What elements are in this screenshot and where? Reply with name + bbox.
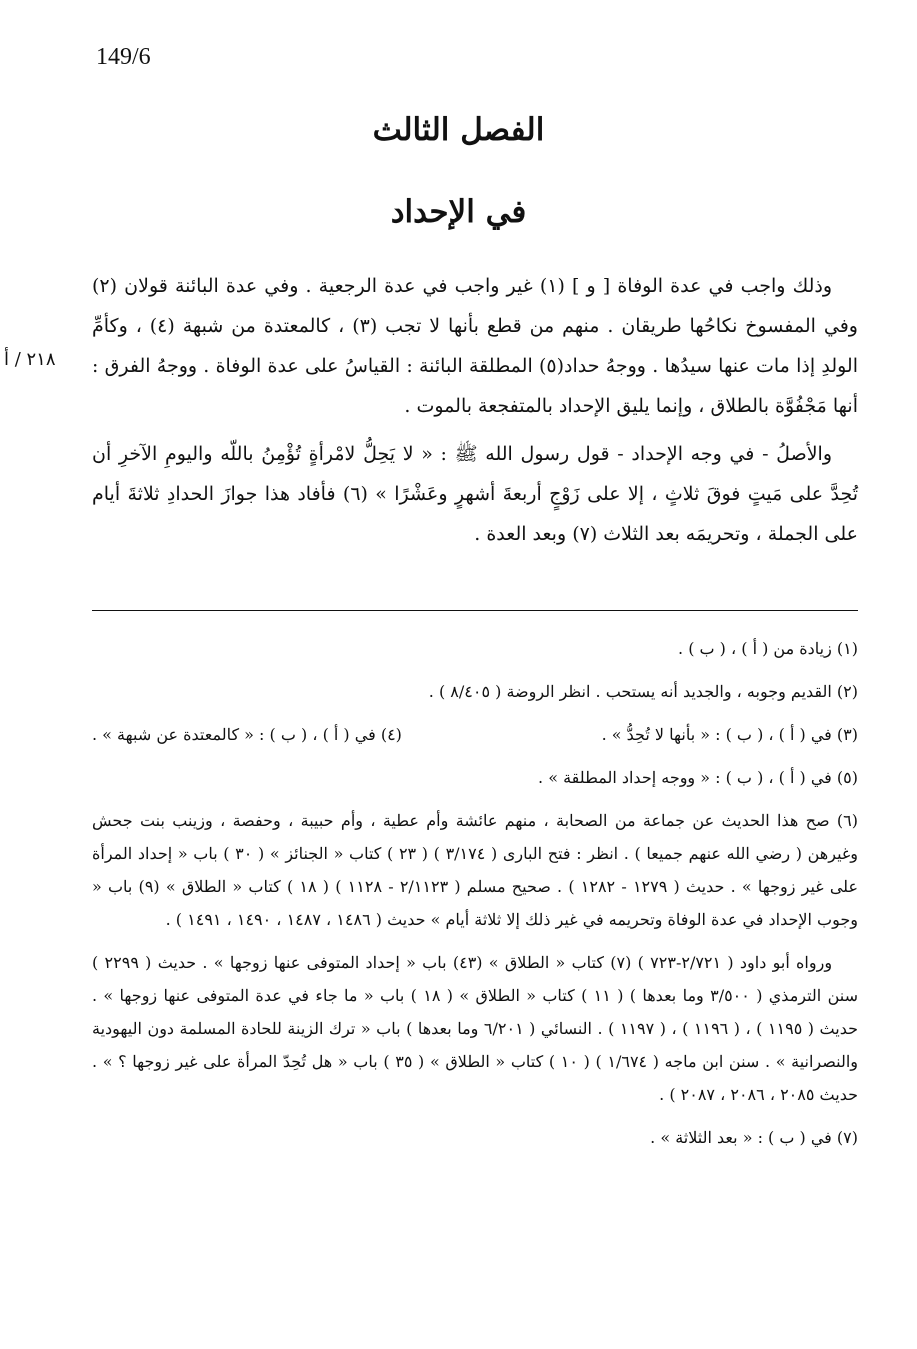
footnote-4: (٤) في ( أ ) ، ( ب ) : « كالمعتدة عن شبهة » .	[92, 725, 402, 744]
footnote-3: (٣) في ( أ ) ، ( ب ) : « بأنها لا تُحِدُّ » .	[601, 725, 858, 744]
footnote-6-continued: ورواه أبو داود ( ٢/٧٢١-٧٢٣ ) (٧) كتاب « الطلاق » (٤٣) باب « إحداد المتوفى عنها زوجها » . حديث ( ٢٢٩٩ ) سنن الترمذي ( ٣/٥٠٠ وما بعدها ) ( ١١ ) كتاب « الطلاق » ( ١٨ ) باب « ما جاء في عدة المتوفى عنها زوجها » . حديث ( ١١٩٥ ) ، ( ١١٩٦ ) ، ( ١١٩٧ ) . النسائي ( ٦/٢٠١ وما بعدها ) باب « ترك الزينة للحادة المسلمة دون اليهودية والنصرانية » . سنن ابن ماجه ( ١/٦٧٤ ) ( ١٠ ) كتاب « الطلاق » ( ٣٥ ) باب « هل تُحِدّ المرأة على غير زوجها ؟ » . حديث ٢٠٨٥ ، ٢٠٨٦ ، ٢٠٨٧ ) .	[92, 953, 859, 1104]
margin-note: ٢١٨ / أ	[4, 349, 56, 370]
footnote-5: (٥) في ( أ ) ، ( ب ) : « ووجه إحداد المطلقة » .	[538, 768, 858, 787]
page-number: 149/6	[96, 44, 151, 70]
footnote-separator	[92, 610, 858, 611]
paragraph: والأصلُ - في وجه الإحداد - قول رسول الله ﷺ : « لا يَحِلُّ لامْرأةٍ تُؤْمِنُ باللّه واليومِ الآخرِ أن تُحِدَّ على مَيتٍ فوقَ ثلاثٍ ، إلا على زَوْجٍ أربعةَ أشهرٍ وعَشْرًا » (٦) فأفاد هذا جوازَ الحدادِ ثلاثةَ أيام على الجملة ، وتحريمَه بعد الثلاث (٧) وبعد العدة .	[92, 443, 859, 545]
footnote-6: (٦) صح هذا الحديث عن جماعة من الصحابة ، منهم عائشة وأم عطية ، وأم حبيبة ، وحفصة ، وزينب بنت جحش وغيرهن ( رضي الله عنهم جميعا ) . انظر : فتح البارى ( ٣/١٧٤ ) ( ٢٣ ) كتاب « الجنائز » ( ٣٠ ) باب « إحداد المرأة على غير زوجها » . حديث ( ١٢٧٩ - ١٢٨٢ ) . صحيح مسلم ( ٢/١١٢٣ - ١١٢٨ ) ( ١٨ ) كتاب « الطلاق » (٩) باب « وجوب الإحداد في عدة الوفاة وتحريمه في غير ذلك إلا ثلاثة أيام » حديث ( ١٤٨٦ ، ١٤٨٧ ، ١٤٩٠ ، ١٤٩١ ) .	[92, 811, 859, 929]
footnote-1: (١) زيادة من ( أ ) ، ( ب ) .	[678, 639, 858, 658]
footnote-row-3-4	[92, 718, 858, 751]
chapter-title: الفصل الثالث	[372, 112, 545, 148]
footnotes	[92, 632, 858, 1164]
paragraph: وذلك واجب في عدة الوفاة [ و ] (١) غير واجب في عدة الرجعية . وفي عدة البائنة قولان (٢) وفي المفسوخ نكاحُها طريقان . منهم من قطع بأنها لا تجب (٣) ، كالمعتدة من شبهة (٤) ، وكأمِّ الولدِ إذا مات عنها سيدُها . ووجهُ حداد(٥) المطلقة البائنة : القياسُ على عدة الوفاة . ووجهُ الفرق : أنها مَجْفُوَّة بالطلاق ، وإنما يليق الإحداد بالمتفجعة بالموت .	[92, 275, 858, 417]
footnote-2: (٢) القديم وجوبه ، والجديد أنه يستحب . انظر الروضة ( ٨/٤٠٥ ) .	[428, 682, 858, 701]
section-title: في الإحداد	[390, 194, 527, 230]
footnote-7: (٧) في ( ب ) : « بعد الثلاثة » .	[650, 1128, 858, 1147]
main-text	[92, 266, 858, 562]
